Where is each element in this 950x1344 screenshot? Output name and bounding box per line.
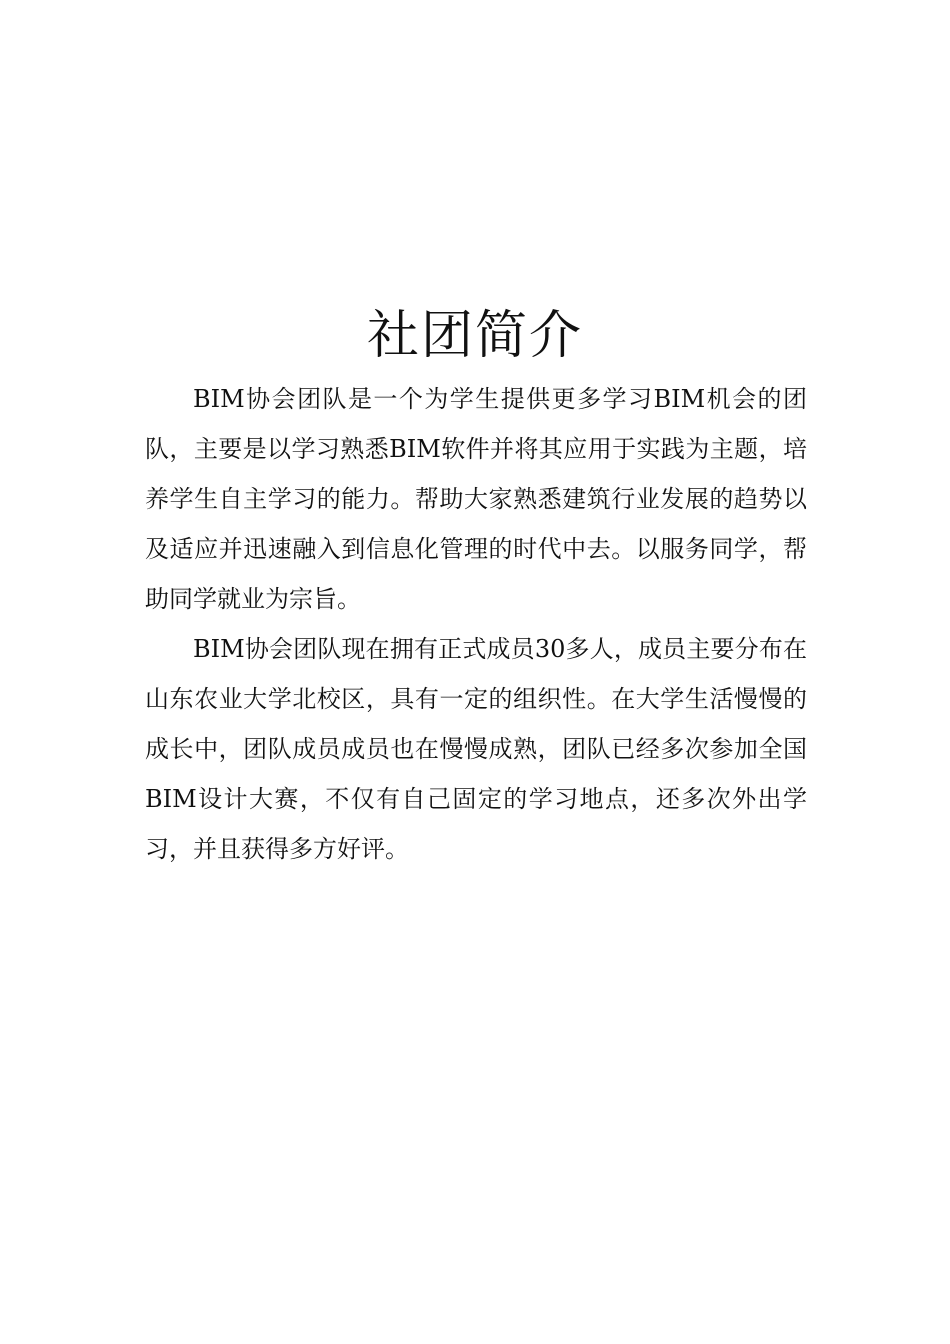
document-body — [145, 374, 807, 874]
paragraph-intro: BIM协会团队是一个为学生提供更多学习BIM机会的团队，主要是以学习熟悉BIM软件并将其应用于实践为主题，培养学生自主学习的能力。帮助大家熟悉建筑行业发展的趋势以及适应并迅速融入到信息化管理的时代中去。以服务同学，帮助同学就业为宗旨。 — [145, 385, 807, 613]
paragraph-members: BIM协会团队现在拥有正式成员30多人，成员主要分布在山东农业大学北校区，具有一定的组织性。在大学生活慢慢的成长中，团队成员成员也在慢慢成熟，团队已经多次参加全国BIM设计大赛，不仅有自己固定的学习地点，还多次外出学习，并且获得多方好评。 — [145, 635, 807, 863]
page-title: 社团简介 — [366, 306, 583, 366]
